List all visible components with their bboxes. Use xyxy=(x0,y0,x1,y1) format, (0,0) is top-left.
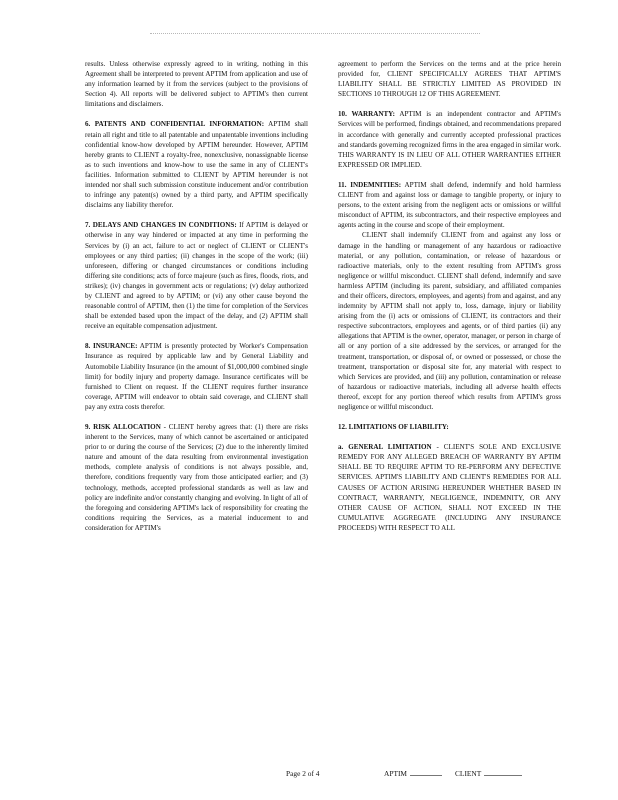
section-6-heading: 6. PATENTS AND CONFIDENTIAL INFORMATION: xyxy=(85,120,265,129)
section-6 xyxy=(85,119,308,210)
section-11 xyxy=(338,180,561,230)
right-intro-paragraph: agreement to perform the Services on the terms and at the price herein provided for, CLIENT SPECIFICALLY AGREES THAT APTIM'S LIABILITY SHALL BE STRICTLY LIMITED AS PROVIDED IN SECTIONS 10 THROUGH 12 OF THIS AGREEMENT. xyxy=(338,60,561,99)
section-11-continued: CLIENT shall indemnify CLIENT from and against any loss or damage in the handling or management of any hazardous or radioactive material, or any pollution, contamination, or release of hazardous or radioactive materials, only to the extent resulting from APTIM's gross negligence or willful misconduct. CLIENT shall defend, indemnify and save harmless APTIM (including its parent, subsidiary, and affiliated companies and their officers, directors, employees, and agents) from and against, and any indemnity by APTIM shall not apply to, loss, damage, injury or liability arising from the (i) acts or omissions of CLIENT, its contractors and their respective subcontractors, employees and agents, or of third parties (ii) any allegations that APTIM is the owner, operator, manager, or person in charge of all or any portion of a site addressed by the services, or arranged for the treatment, transportation, or disposal of, or owned or possessed, or chose the treatment, transportation or disposal site for, any material with respect to which Services are provided, and (iii) any pollution, contamination or release of hazardous or radioactive materials, including all adverse health effects thereof, except for any portion thereof which results from APTIM's gross negligence or willful misconduct. xyxy=(338,231,561,411)
aptim-initial-line xyxy=(410,775,442,776)
section-11-body: APTIM shall defend, indemnify and hold harmless CLIENT from and against loss or damage to tangible property, or injury to persons, to the extent arising from the negligent acts or omissions or willful misconduct of APTIM, its subcontractors, and their respective employees and agents acting in the course and scope of their employment. xyxy=(338,180,561,230)
section-7-heading: 7. DELAYS AND CHANGES IN CONDITIONS: xyxy=(85,221,237,230)
section-12a-heading: a. GENERAL LIMITATION xyxy=(338,443,432,452)
section-9-heading: 9. RISK ALLOCATION xyxy=(85,423,161,431)
section-7-body: If APTIM is delayed or otherwise in any way hindered or impacted at any time in performing the Services by (i) an act, failure to act or neglect of CLIENT or CLIENT's employees or any third parties; (ii) changes in the scope of the work; (iii) unforeseen, differing or changed circumstances or conditions including differing site conditions; acts of force majeure (such as fires, floods, riots, and strikes); (iv) changes in government acts or regulations; (v) delay authorized by CLIENT and agreed to by APTIM; or (vi) any other cause beyond the reasonable control of APTIM, then (1) the time for completion of the Services shall be extended based upon the impact of the delay, and (2) APTIM shall receive an equitable compensation adjustment. xyxy=(85,221,309,331)
section-8 xyxy=(85,341,308,412)
client-initials xyxy=(455,769,522,778)
section-11-heading: 11. INDEMNITIES: xyxy=(338,180,402,189)
client-initial-line xyxy=(484,775,522,776)
section-10-heading: 10. WARRANTY: xyxy=(338,110,396,119)
section-10-body: APTIM is an independent contractor and APTIM's Services will be performed, findings obtained, and recommendations prepared in accordance with generally and currently accepted professional practices and standards governing recognized firms in the area engaged in similar work. THIS WARRANTY IS IN LIEU OF ALL OTHER WARRANTIES EITHER EXPRESSED OR IMPLIED. xyxy=(338,110,562,169)
section-9 xyxy=(85,422,308,533)
page-number: Page 2 of 4 xyxy=(286,769,320,778)
aptim-initials xyxy=(384,769,445,778)
header-rule xyxy=(150,33,480,34)
section-7 xyxy=(85,220,308,331)
section-12a xyxy=(338,442,561,533)
section-9-body: - CLIENT hereby agrees that: (1) there are risks inherent to the Services, many of which cannot be ascertained or anticipated prior to or during the course of the Services; (2) due to the inherently limited nature and amount of the data resulting from environmental investigation methods, complete analysis of conditions is not always possible, and, therefore, conditions frequently vary from those anticipated earlier; and (3) technology, methods, accepted professional standards as well as law and policy are indefinite and/or constantly changing and evolving. In light of all of the foregoing and considering APTIM's lack of responsibility for creating the conditions requiring the Services, as a material inducement to and consideration for APTIM's xyxy=(85,423,309,532)
right-column xyxy=(338,59,561,533)
section-10 xyxy=(338,109,561,170)
aptim-label: APTIM xyxy=(384,769,407,778)
section-6-body: APTIM shall retain all right and title to all patentable and unpatentable inventions including confidential know-how developed by APTIM hereunder. However, APTIM hereby grants to CLIENT a royalty-free, nonexclusive, nonassignable license as to such inventions and know-how to use the same in any of CLIENT's facilities. Information submitted to CLIENT by APTIM hereunder is not intended nor shall such submission constitute inducement and/or contribution to infringe any patent(s) owned by a third party, and APTIM specifically disclaims any liability therefor. xyxy=(85,120,308,210)
section-8-body: APTIM is presently protected by Worker's Compensation Insurance as required by applicable law and by General Liability and Automobile Liability Insurance (in the amount of $1,000,000 combined single limit) for bodily injury and property damage. Insurance certificates will be furnished to Client on request. If the CLIENT requires further insurance coverage, APTIM will endeavor to obtain said coverage, and CLIENT shall pay any extra costs therefor. xyxy=(85,342,308,411)
section-12a-body: - CLIENT'S SOLE AND EXCLUSIVE REMEDY FOR ANY ALLEGED BREACH OF WARRANTY BY APTIM SHALL BE TO REQUIRE APTIM TO RE-PERFORM ANY DEFECTIVE SERVICES. APTIM'S LIABILITY AND CLIENT'S REMEDIES FOR ALL CAUSES OF ACTION ARISING HEREUNDER WHETHER BASED IN CONTRACT, WARRANTY, NEGLIGENCE, INDEMNITY, OR ANY OTHER CAUSE OF ACTION, SHALL NOT EXCEED IN THE CUMULATIVE AGGREGATE (INCLUDING ANY INSURANCE PROCEEDS) WITH RESPECT TO ALL xyxy=(338,443,561,532)
left-column xyxy=(85,59,308,533)
intro-paragraph: results. Unless otherwise expressly agreed to in writing, nothing in this Agreement shall be interpreted to prevent APTIM from application and use of any information learned by it from the services (subject to the provisions of Section 4). All reports will be delivered subject to APTIM's then current limitations and disclaimers. xyxy=(85,60,308,109)
section-8-heading: 8. INSURANCE: xyxy=(85,342,138,351)
section-12-heading: 12. LIMITATIONS OF LIABILITY: xyxy=(338,423,449,432)
client-label: CLIENT xyxy=(455,769,482,778)
